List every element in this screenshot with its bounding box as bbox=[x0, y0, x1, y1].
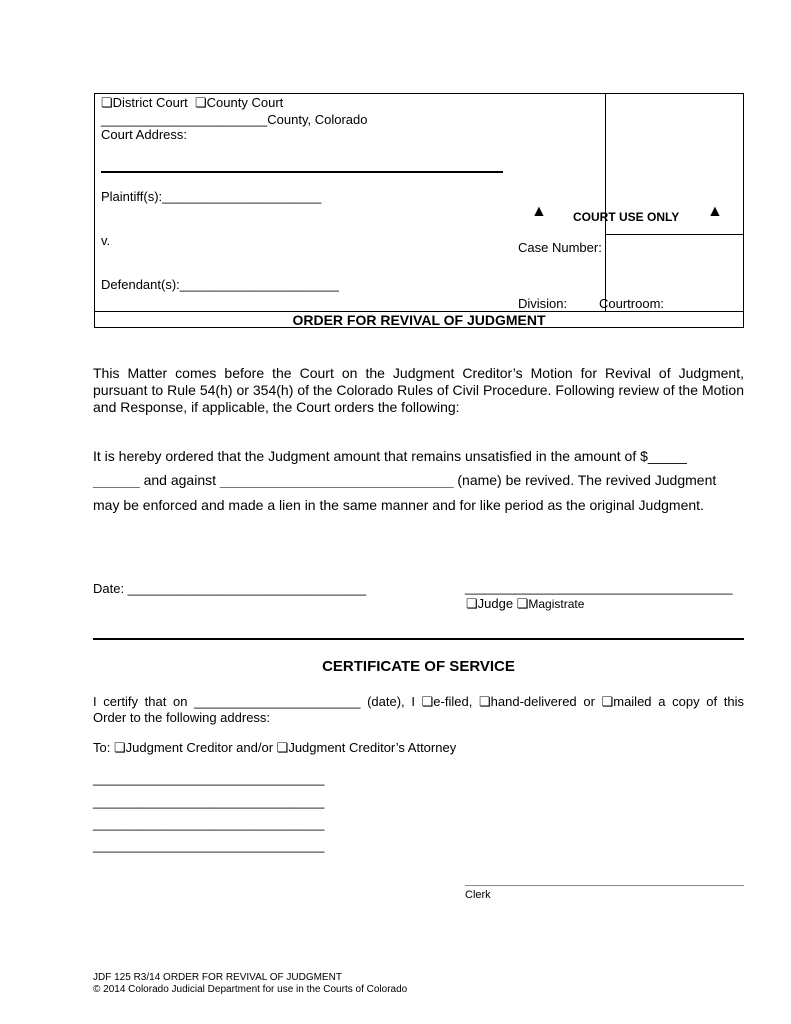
magistrate-label: Magistrate bbox=[528, 597, 585, 611]
magistrate-checkbox[interactable]: ❏ bbox=[516, 596, 529, 611]
footer-copyright: © 2014 Colorado Judicial Department for use in the Courts of Colorado bbox=[93, 984, 408, 995]
address-line[interactable]: ________________________________ bbox=[93, 771, 325, 786]
defendant-field[interactable]: Defendant(s):______________________ bbox=[101, 277, 339, 292]
address-line[interactable]: ________________________________ bbox=[93, 838, 325, 853]
division-label: Division: bbox=[518, 296, 568, 311]
creditor-label: Judgment Creditor and/or bbox=[125, 740, 277, 755]
efiled-checkbox[interactable]: ❏ bbox=[421, 694, 434, 709]
intro-paragraph: This Matter comes before the Court on the Judgment Creditor’s Motion for Revival of Judgment, pursuant to Rule 54(h) or 354(h) of the Colorado Rules of Civil Procedure. Following review of the Motion and Response, if applicable, the Court orders the following: bbox=[93, 365, 744, 415]
district-court-checkbox[interactable]: ❏ bbox=[101, 95, 113, 110]
date-field[interactable]: Date: _________________________________ bbox=[93, 581, 367, 596]
document-title: ORDER FOR REVIVAL OF JUDGMENT bbox=[292, 312, 546, 328]
county-line[interactable]: _______________________County, Colorado bbox=[101, 112, 368, 127]
and-against-text: and against bbox=[139, 472, 220, 488]
judge-signature-line[interactable]: _____________________________________ bbox=[465, 580, 733, 595]
court-type-row bbox=[101, 95, 283, 110]
judge-magistrate-row bbox=[466, 596, 584, 612]
clerk-label: Clerk bbox=[465, 889, 491, 901]
judge-checkbox[interactable]: ❏ bbox=[466, 596, 478, 611]
address-line[interactable]: ________________________________ bbox=[93, 794, 325, 809]
creditor-checkbox[interactable]: ❏ bbox=[113, 740, 126, 755]
footer-form-id: JDF 125 R3/14 ORDER FOR REVIVAL OF JUDGMENT bbox=[93, 972, 342, 983]
certificate-heading: CERTIFICATE OF SERVICE bbox=[322, 658, 515, 675]
caption-divider bbox=[605, 94, 606, 311]
name-blank[interactable]: ______________________________ bbox=[219, 472, 454, 488]
amount-blank[interactable]: ______ bbox=[93, 472, 140, 488]
plaintiff-field[interactable]: Plaintiff(s):______________________ bbox=[101, 189, 322, 204]
versus-label: v. bbox=[101, 233, 111, 248]
attorney-label: Judgment Creditor’s Attorney bbox=[288, 740, 457, 755]
judge-label: Judge bbox=[477, 596, 514, 611]
order-line-2 bbox=[93, 472, 744, 488]
mailed-checkbox[interactable]: ❏ bbox=[601, 694, 614, 709]
up-arrow-right-icon: ▲ bbox=[707, 203, 723, 220]
order-line-1: It is hereby ordered that the Judgment amount that remains unsatisfied in the amount of $_____ bbox=[93, 448, 687, 464]
court-address-line[interactable] bbox=[101, 171, 503, 173]
clerk-signature-line[interactable] bbox=[465, 885, 744, 886]
order-line-3: may be enforced and made a lien in the same manner and for like period as the original Judgment. bbox=[93, 497, 704, 513]
address-line[interactable]: ________________________________ bbox=[93, 816, 325, 831]
hand-delivered-label: hand-delivered or bbox=[490, 694, 602, 709]
county-court-checkbox[interactable]: ❏ bbox=[195, 95, 207, 110]
to-label: To: bbox=[93, 740, 114, 755]
county-court-label: County Court bbox=[206, 95, 284, 110]
case-number-label: Case Number: bbox=[518, 240, 602, 255]
hand-delivered-checkbox[interactable]: ❏ bbox=[479, 694, 491, 709]
revived-text: (name) be revived. The revived Judgment bbox=[453, 472, 717, 488]
certify-line-1 bbox=[93, 694, 744, 709]
section-separator bbox=[93, 638, 744, 640]
court-use-divider bbox=[605, 234, 744, 235]
attorney-checkbox[interactable]: ❏ bbox=[276, 740, 289, 755]
courtroom-label: Courtroom: bbox=[599, 296, 665, 311]
certify-text: I certify that on _______________________ (date), I bbox=[93, 694, 422, 709]
court-use-only-label: COURT USE ONLY bbox=[573, 210, 680, 224]
district-court-label: District Court bbox=[112, 95, 188, 110]
up-arrow-left-icon: ▲ bbox=[531, 203, 547, 220]
court-address-label: Court Address: bbox=[101, 127, 187, 142]
efiled-label: e-filed, bbox=[433, 694, 479, 709]
certify-line-2: Order to the following address: bbox=[93, 710, 271, 725]
mailed-label: mailed a copy of this bbox=[613, 694, 744, 709]
recipient-row bbox=[93, 740, 456, 755]
